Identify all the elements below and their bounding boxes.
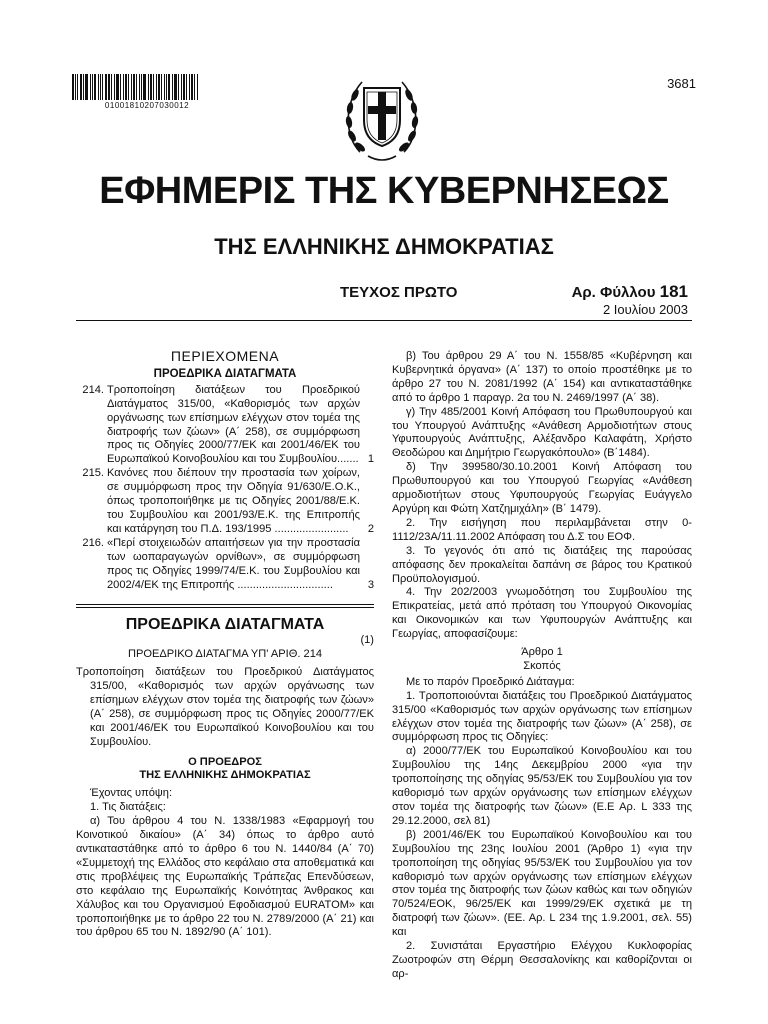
section-divider (76, 607, 374, 608)
paragraph: α) Του άρθρου 4 του Ν. 1338/1983 «Εφαρμογή του Κοινοτικού δικαίου» (Α΄ 34) όπως το άρθρο αυτό αντικαταστάθηκε από το άρθρο 6 του Ν. 1440/84 (Α΄ 70) «Συμμετοχή της Ελλάδος στο κεφάλαιο στα αποθεματικά και στις προβλέψεις της Ευρωπαϊκής Τράπεζας Επενδύσεων, στο κεφάλαιο της Ευρωπαϊκής Κοινότητας Άνθρακος και Χάλυβος και του Οργανισμού Εφοδιασμού EURATOM» και τροποποιήθηκε με το άρθρο 22 του Ν. 2789/2000 (Α΄ 21) και του άρθρου 65 του Ν. 1892/90 (Α΄ 101). (76, 815, 374, 939)
paragraph: 2. Συνιστάται Εργαστήριο Ελέγχου Κυκλοφορίας Ζωοτροφών στη Θέρμη Θεσσαλονίκης και καθορίζονται οι αρ- (392, 940, 692, 980)
president-line: ΤΗΣ ΕΛΛΗΝΙΚΗΣ ΔΗΜΟΚΡΑΤΙΑΣ (139, 769, 311, 782)
header-rule (76, 320, 692, 321)
paragraph: Με το παρόν Προεδρικό Διάταγμα: (406, 675, 575, 688)
toc-item-number: 215. (82, 467, 104, 480)
paragraph: 1. Τις διατάξεις: (90, 801, 166, 814)
left-column (76, 350, 374, 940)
greek-coat-of-arms-icon (338, 66, 426, 166)
section-heading: ΠΡΟΕΔΡΙΚΑ ΔΙΑΤΑΓΜΑΤΑ (125, 616, 325, 634)
issue-type: ΤΕΥΧΟΣ ΠΡΩΤΟ (340, 284, 458, 301)
sheet-number: 181 (659, 282, 688, 301)
right-column (392, 350, 692, 982)
issue-date: 2 Ιουλίου 2003 (602, 302, 688, 317)
sheet-number-line (572, 282, 688, 302)
decree-summary: Τροποποίηση διατάξεων του Προεδρικού Διατάγματος 315/00, «Καθορισμός των αρχών οργάνωσης των επίσημων ελέγχων στον τομέα της διατροφής των ζώων» (Α΄ 258), σε συμμόρφωση προς τις Οδηγίες 2000/77/ΕΚ και 2001/46/ΕΚ του Ευρωπαϊκού Κοινοβουλίου και του Συμβουλίου. (76, 666, 374, 748)
article-title: Άρθρο 1 (521, 646, 563, 659)
gazette-title: ΕΦΗΜΕΡΙΣ ΤΗΣ ΚΥΒΕΡΝΗΣΕΩΣ (99, 170, 669, 212)
paragraph: β) Του άρθρου 29 Α΄ του Ν. 1558/85 «Κυβέρνηση και Κυβερνητικά όργανα» (Α΄ 137) το οποίο προστέθηκε με το άρθρο 27 του Ν. 2081/1992 (Α΄ 154) και αντικαταστάθηκε από το άρθρο 1 παραγρ. 2α του Ν. 2469/1997 (Α΄ 38). (392, 350, 692, 404)
toc-item-text: Κανόνες που διέπουν την προστασία των χοίρων, σε συμμόρφωση προς την Οδηγία 91/630/Ε.Ο.Κ., όπως τροποποιήθηκε με τις Οδηγίες 2001/88/Ε.Κ. του Συμβουλίου και 2001/93/Ε.Κ. της Επιτροπής και κατάργηση του Π.Δ. 193/1995 ........................ (107, 467, 360, 535)
toc-item-page: 2 (367, 522, 374, 535)
paragraph: 3. Το γεγονός ότι από τις διατάξεις της παρούσας απόφασης δεν προκαλείται δαπάνη σε βάρος του Κρατικού Προϋπολογισμού. (392, 544, 692, 585)
paragraph: α) 2000/77/ΕΚ του Ευρωπαϊκού Κοινοβουλίου και του Συμβουλίου της 14ης Δεκεμβρίου 2000 «για την τροποποίησης της οδηγίας 95/53/ΕΚ του Συμβουλίου για τον καθορισμό των αρχών οργάνωσης των επίσημων ελέγχων στον τομέα της διατροφής των ζώων» (Ε.Ε Αρ. L 333 της 29.12.2000, σελ 81) (392, 745, 692, 827)
decree-title: ΠΡΟΕΔΡΙΚΟ ΔΙΑΤΑΓΜΑ ΥΠ' ΑΡΙΘ. 214 (127, 648, 323, 661)
toc-item-text: «Περί στοιχειωδών απαιτήσεων για την προστασία των ωοπαραγωγών ορνίθων», σε συμμόρφωση προς τις Οδηγίες 1999/74/Ε.Κ. του Συμβουλίου και 2002/4/ΕΚ της Επιτροπής ............................... (107, 536, 360, 591)
barcode-number: 01001810207030012 (104, 101, 190, 110)
sheet-label: Αρ. Φύλλου (571, 284, 656, 301)
section-divider (76, 604, 374, 605)
article-subtitle: Σκοπός (523, 659, 561, 672)
page-number: 3681 (667, 76, 696, 91)
contents-subheading: ΠΡΟΕΔΡΙΚΑ ΔΙΑΤΑΓΜΑΤΑ (153, 367, 297, 380)
contents-heading: ΠΕΡΙΕΧΟΜΕΝΑ (170, 348, 280, 364)
toc-item-page: 1 (367, 453, 374, 466)
paragraph: γ) Την 485/2001 Κοινή Απόφαση του Πρωθυπουργού και του Υπουργού Ανάπτυξης «Ανάθεση Αρμοδιοτήτων στους Υφυπουργούς Ανάπτυξης, Αλέξανδρο Καλαφάτη, Χρήστο Θεοδώρου και Δημήτριο Γεωργακόπουλο» (Β΄1484). (392, 405, 692, 460)
president-line: Ο ΠΡΟΕΔΡΟΣ (188, 755, 262, 768)
considering-line: Έχοντας υπόψη: (90, 787, 173, 800)
toc-item[interactable] (76, 537, 374, 593)
toc-item-text: Τροποποίηση διατάξεων του Προεδρικού Διατάγματος 315/00, «Καθορισμός των αρχών οργάνωσης των επίσημων ελέγχων στον τομέα της διατροφής των ζώων» (Α΄ 258), σε συμμόρφωση προς τις Οδηγίες 2000/77/ΕΚ και 2001/46/ΕΚ του Ευρωπαϊκού Κοινοβουλίου και του Συμβουλίου....... (107, 383, 360, 466)
paragraph: β) 2001/46/ΕΚ του Ευρωπαϊκού Κοινοβουλίου και του Συμβουλίου της 23ης Ιουλίου 2001 (Άρθρο 1) «για την τροποποίηση της οδηγίας 95/53/ΕΚ του Συμβουλίου για τον καθορισμό των αρχών οργάνωσης των επίσημων ελέγχων στον τομέα της διατροφής των ζώων καθώς και των οδηγιών 70/524/ΕΟΚ, 96/25/ΕΚ και 1999/29/ΕΚ σχετικά με τη διατροφή των ζώων». (ΕΕ. Αρ. L 234 της 1.9.2001, σελ. 55) και (392, 828, 692, 939)
paragraph: δ) Την 399580/30.10.2001 Κοινή Απόφαση του Πρωθυπουργού και του Υπουργού Γεωργίας «Ανάθεση αρμοδιοτήτων στους Υφυπουργούς Γεωργίας Ευάγγελο Αργύρη και Φώτη Χατζημιχάλη» (Β΄ 1479). (392, 461, 692, 515)
paragraph: 1. Τροποποιούνται διατάξεις του Προεδρικού Διατάγματος 315/00 «Καθορισμός των αρχών οργάνωσης των επίσημων ελέγχων στον τομέα της διατροφής των ζώων» (Α΄ 258), σε συμμόρφωση προς τις Οδηγίες: (392, 689, 692, 744)
paragraph: 4. Την 202/2003 γνωμοδότηση του Συμβουλίου της Επικρατείας, μετά από πρόταση του Υπουργού Οικονομίας και Οικονομικών και των Υφυπουργών Ανάπτυξης και Γεωργίας, αποφασίζουμε: (392, 586, 692, 641)
toc-item[interactable] (76, 384, 374, 467)
toc-item-number: 216. (82, 536, 104, 549)
toc-item-page: 3 (367, 578, 374, 591)
paragraph: 2. Την εισήγηση που περιλαμβάνεται στην 0-1112/23Α/11.11.2002 Απόφαση του Δ.Σ του ΕΟΦ. (392, 516, 692, 543)
gazette-subtitle: ΤΗΣ ΕΛΛΗΝΙΚΗΣ ΔΗΜΟΚΡΑΤΙΑΣ (214, 234, 554, 259)
decree-marker: (1) (360, 634, 374, 647)
barcode-bars (72, 74, 222, 100)
toc-item[interactable] (76, 467, 374, 537)
toc-item-number: 214. (82, 383, 104, 396)
barcode (72, 74, 222, 108)
